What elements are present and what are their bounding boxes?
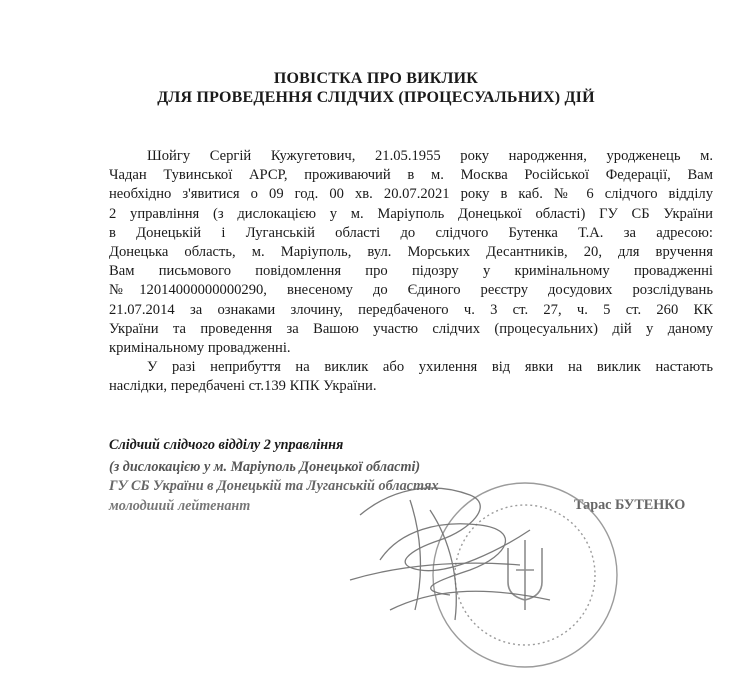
handwritten-signature — [350, 488, 550, 620]
paragraph-line: Чадан Тувинської АРСР, проживаючий в м. Москва Російської Федерації, Вам — [109, 167, 713, 184]
paragraph-line: наслідки, передбачені ст.139 КПК України. — [109, 378, 377, 395]
investigator-department: ГУ СБ України в Донецькій та Луганській областях — [109, 478, 439, 494]
summons-paragraph-2 — [109, 358, 713, 396]
trident-emblem-icon — [508, 540, 542, 610]
paragraph-line: України та проведення за Вашою участю слідчих (процесуальних) дій у даному — [109, 320, 713, 337]
paragraph-line: 2 управління (з дислокацією у м. Маріуполь Донецької області) ГУ СБ України — [109, 205, 713, 222]
investigator-dislocation: (з дислокацією у м. Маріуполь Донецької області) — [109, 459, 421, 475]
investigator-position: Слідчий слідчого відділу 2 управління — [109, 437, 344, 453]
paragraph-line: Шойгу Сергій Кужугетович, 21.05.1955 року народження, уродженець м. — [147, 148, 713, 164]
summons-paragraph-1 — [109, 147, 713, 358]
paragraph-line: кримінальному провадженні. — [109, 339, 291, 356]
paragraph-line: У разі неприбуття на виклик або ухилення від явки на виклик настають — [147, 359, 713, 375]
paragraph-line: Донецька область, м. Маріуполь, вул. Морських Десантників, 20, для вручення — [109, 243, 713, 260]
document-title-line1: ПОВІСТКА ПРО ВИКЛИК — [273, 70, 479, 87]
paragraph-line: Вам письмового повідомлення про підозру у кримінальному провадженні — [109, 263, 713, 280]
investigator-name: Тарас БУТЕНКО — [574, 497, 686, 513]
paragraph-line: в Донецькій і Луганській області до слідчого Бутенка Т.А. за адресою: — [109, 224, 713, 241]
paragraph-line: 21.07.2014 за ознаками злочину, передбаченого ч. 3 ст. 27, ч. 5 ст. 260 КК — [109, 301, 713, 318]
paragraph-line: необхідно з'явитися о 09 год. 00 хв. 20.07.2021 року в каб. № 6 слідчого відділу — [109, 186, 713, 203]
document-title-line2: ДЛЯ ПРОВЕДЕННЯ СЛІДЧИХ (ПРОЦЕСУАЛЬНИХ) ДІЙ — [157, 89, 595, 106]
paragraph-line: №12014000000000290, внесеному до Єдиного реєстру досудових розслідувань — [109, 282, 713, 299]
official-stamp-and-signature — [320, 470, 620, 675]
investigator-rank: молодший лейтенант — [109, 498, 251, 514]
